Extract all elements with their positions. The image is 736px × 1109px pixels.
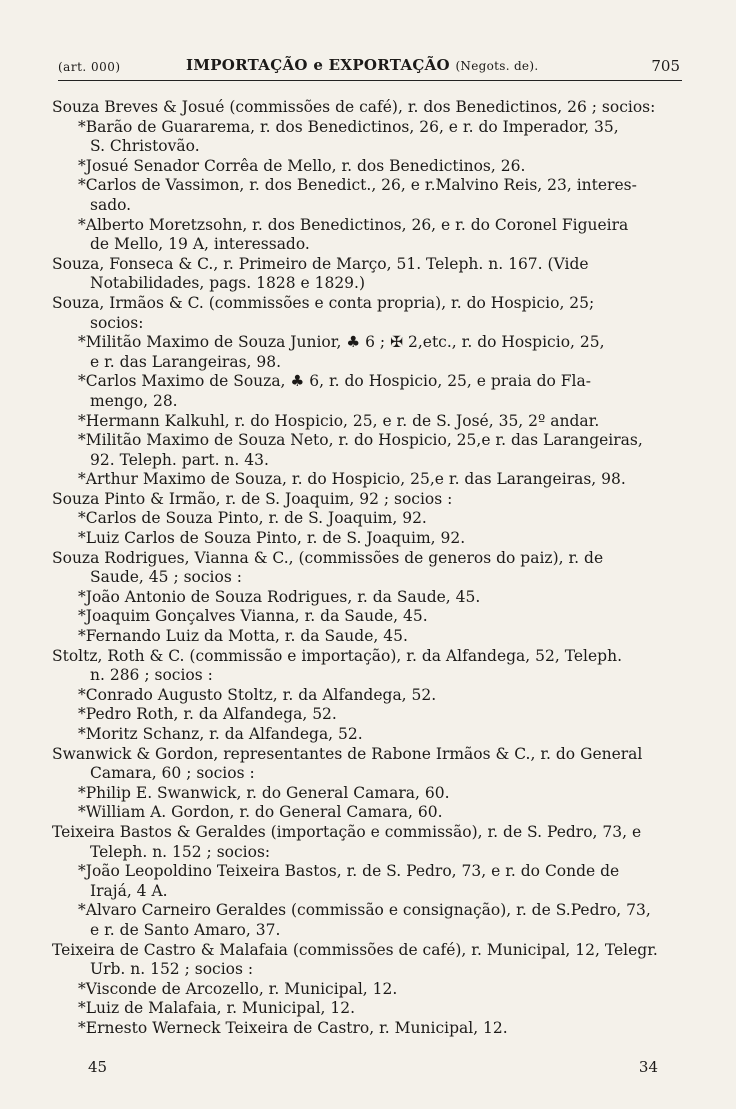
- partner-entry: *Conrado Augusto Stoltz, r. da Alfandega, 52.: [78, 685, 437, 704]
- folio-mark: 34: [638, 1058, 658, 1076]
- partner-entry: *Alvaro Carneiro Geraldes (commissão e consignação), r. de S.Pedro, 73,: [78, 901, 651, 920]
- entry-continuation: socios:: [90, 313, 144, 332]
- firm-entry: Stoltz, Roth & C. (commissão e importação), r. da Alfandega, 52, Teleph.: [52, 646, 622, 665]
- entry-continuation: e r. das Larangeiras, 98.: [90, 352, 282, 371]
- firm-entry: Swanwick & Gordon, representantes de Rabone Irmãos & C., r. do General: [52, 744, 643, 763]
- partner-entry: *Philip E. Swanwick, r. do General Camara, 60.: [78, 783, 450, 802]
- partner-entry: *Ernesto Werneck Teixeira de Castro, r. Municipal, 12.: [78, 1018, 508, 1037]
- firm-entry: Souza Breves & Josué (commissões de café), r. dos Benedictinos, 26 ; socios:: [52, 98, 656, 116]
- running-title: [186, 56, 538, 74]
- entry-continuation: e r. de Santo Amaro, 37.: [90, 920, 281, 939]
- partner-entry: *Carlos Maximo de Souza, ♣ 6, r. do Hospicio, 25, e praia do Fla-: [78, 372, 591, 391]
- partner-entry: *João Leopoldino Teixeira Bastos, r. de S. Pedro, 73, e r. do Conde de: [78, 862, 620, 881]
- partner-entry: *Carlos de Souza Pinto, r. de S. Joaquim, 92.: [78, 509, 427, 528]
- partner-entry: *Carlos de Vassimon, r. dos Benedict., 26, e r.Malvino Reis, 23, interes-: [78, 176, 637, 195]
- partner-entry: *Luiz de Malafaia, r. Municipal, 12.: [78, 999, 356, 1018]
- entry-continuation: Urb. n. 152 ; socios :: [90, 960, 254, 979]
- page-number: 705: [651, 57, 680, 75]
- firm-entry: Teixeira Bastos & Geraldes (importação e commissão), r. de S. Pedro, 73, e: [52, 822, 642, 841]
- entry-continuation: de Mello, 19 A, interessado.: [90, 235, 310, 254]
- firm-entry: Souza Rodrigues, Vianna & C., (commissões de generos do paiz), r. de: [52, 548, 604, 567]
- firm-entry: Souza, Irmãos & C. (commissões e conta propria), r. do Hospicio, 25;: [52, 293, 595, 312]
- partner-entry: *Joaquim Gonçalves Vianna, r. da Saude, 45.: [78, 607, 428, 626]
- partner-entry: *Josué Senador Corrêa de Mello, r. dos Benedictinos, 26.: [78, 156, 526, 175]
- directory-body: [52, 98, 692, 1039]
- signature-mark: 45: [88, 1058, 108, 1076]
- partner-entry: *Hermann Kalkuhl, r. do Hospicio, 25, e r. de S. José, 35, 2º andar.: [78, 411, 600, 430]
- entry-continuation: Irajá, 4 A.: [90, 881, 168, 900]
- page-footer: [88, 1058, 658, 1080]
- entry-continuation: S. Christovão.: [90, 137, 200, 156]
- entry-continuation: Saude, 45 ; socios :: [90, 568, 242, 587]
- entry-continuation: Teleph. n. 152 ; socios:: [90, 842, 271, 861]
- running-title-sub: (Negots. de).: [455, 59, 539, 73]
- entry-continuation: mengo, 28.: [90, 391, 178, 410]
- partner-entry: *Arthur Maximo de Souza, r. do Hospicio, 25,e r. das Larangeiras, 98.: [78, 470, 626, 489]
- entry-continuation: sado.: [90, 195, 132, 214]
- partner-entry: *João Antonio de Souza Rodrigues, r. da Saude, 45.: [78, 587, 481, 606]
- article-ref: (art. 000): [58, 60, 121, 74]
- partner-entry: *Barão de Guararema, r. dos Benedictinos, 26, e r. do Imperador, 35,: [78, 117, 619, 136]
- entry-continuation: 92. Teleph. part. n. 43.: [90, 450, 269, 469]
- entry-continuation: Camara, 60 ; socios :: [90, 764, 255, 783]
- running-title-main: IMPORTAÇÃO e EXPORTAÇÃO: [186, 56, 450, 74]
- partner-entry: *Militão Maximo de Souza Neto, r. do Hospicio, 25,e r. das Larangeiras,: [78, 431, 643, 450]
- firm-entry: Teixeira de Castro & Malafaia (commissões de café), r. Municipal, 12, Telegr.: [52, 940, 658, 959]
- page-header: [58, 54, 682, 81]
- partner-entry: *Moritz Schanz, r. da Alfandega, 52.: [78, 725, 363, 743]
- partner-entry: *Militão Maximo de Souza Junior, ♣ 6 ; ✠ 2,etc., r. do Hospicio, 25,: [78, 333, 605, 352]
- entry-continuation: n. 286 ; socios :: [90, 666, 213, 685]
- partner-entry: *Pedro Roth, r. da Alfandega, 52.: [78, 705, 337, 724]
- partner-entry: *Luiz Carlos de Souza Pinto, r. de S. Joaquim, 92.: [78, 529, 466, 548]
- entry-continuation: Notabilidades, pags. 1828 e 1829.): [90, 274, 366, 293]
- firm-entry: Souza, Fonseca & C., r. Primeiro de Março, 51. Teleph. n. 167. (Vide: [52, 254, 589, 273]
- firm-entry: Souza Pinto & Irmão, r. de S. Joaquim, 92 ; socios :: [52, 489, 453, 508]
- partner-entry: *Alberto Moretzsohn, r. dos Benedictinos, 26, e r. do Coronel Figueira: [78, 215, 629, 234]
- partner-entry: *Visconde de Arcozello, r. Municipal, 12.: [78, 979, 398, 998]
- partner-entry: *Fernando Luiz da Motta, r. da Saude, 45.: [78, 627, 408, 646]
- partner-entry: *William A. Gordon, r. do General Camara, 60.: [78, 803, 443, 822]
